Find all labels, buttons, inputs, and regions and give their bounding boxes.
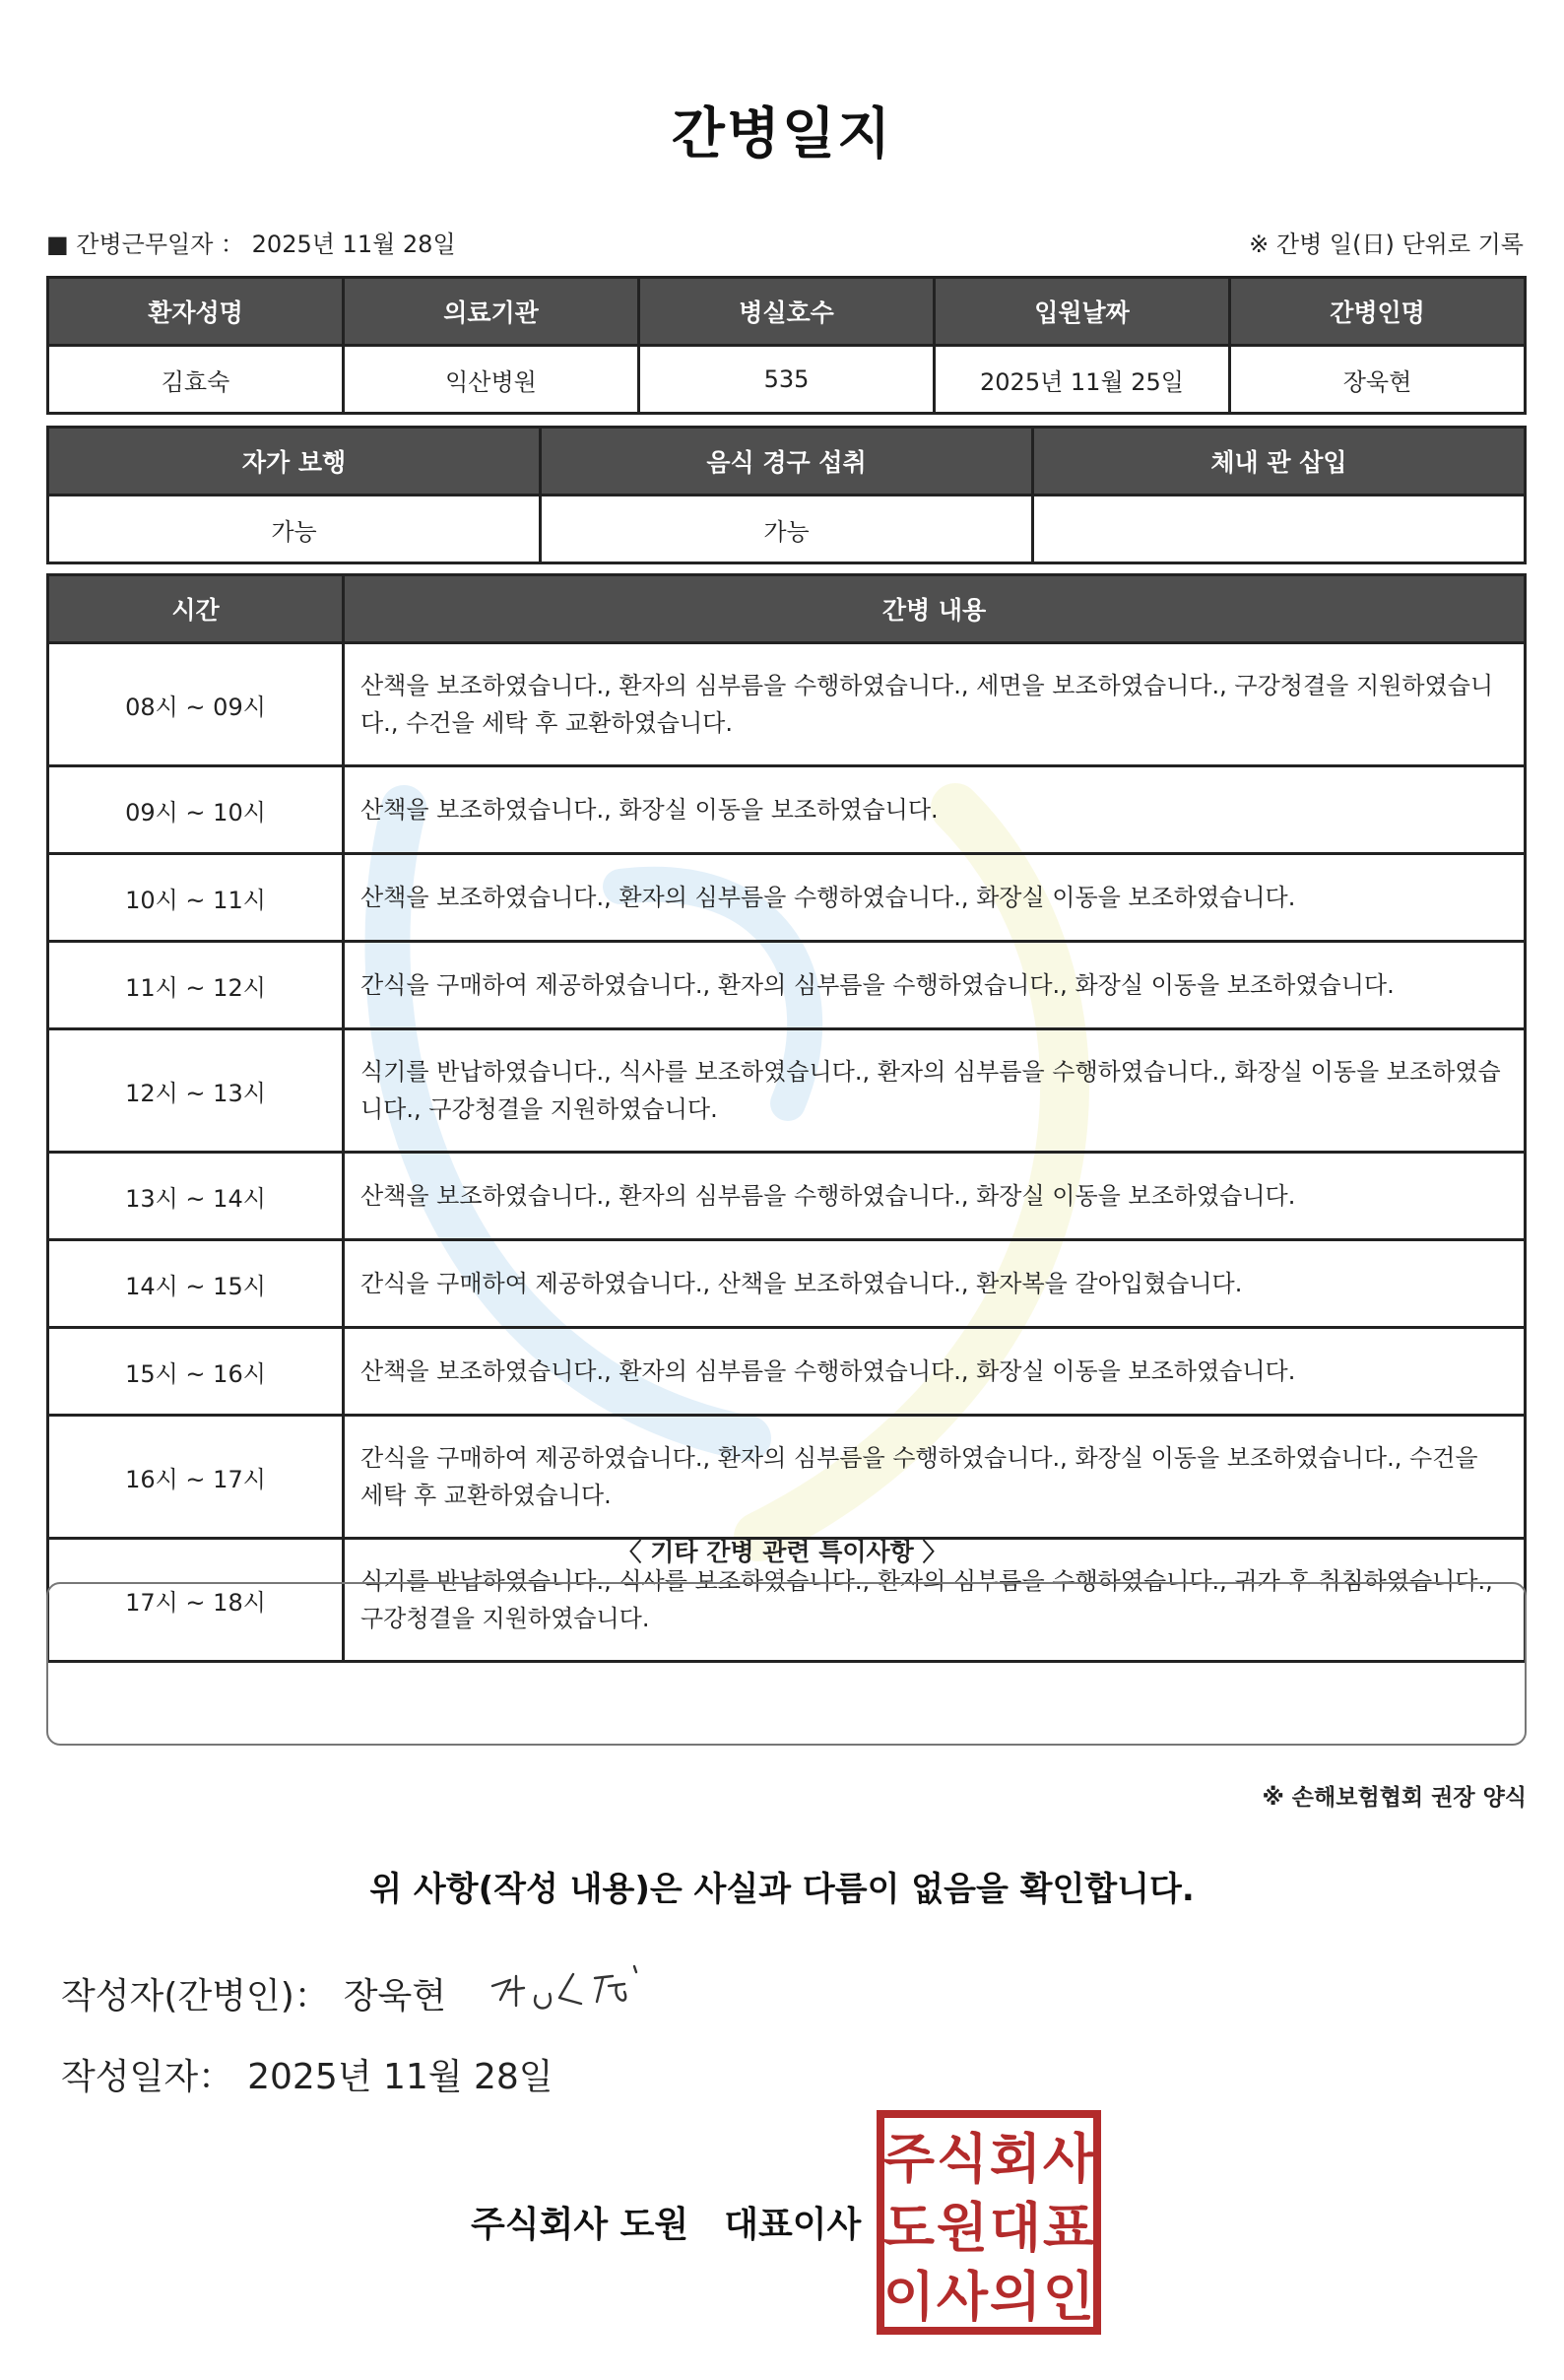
patient-status-table xyxy=(46,426,1527,564)
header-self-walking: 자가 보행 xyxy=(48,428,541,496)
company-name: 주식회사 도원 xyxy=(471,2205,689,2245)
patient-name: 김효숙 xyxy=(48,346,344,414)
representative-title: 대표이사 xyxy=(724,2205,862,2245)
table-row xyxy=(48,766,1526,854)
content-cell: 간식을 구매하여 제공하였습니다., 환자의 심부름을 수행하였습니다., 화장실 이동을 보조하였습니다. xyxy=(344,942,1526,1029)
page-title: 간병일지 xyxy=(671,102,893,166)
work-date: ■ 간병근무일자 ： 2025년 11월 28일 xyxy=(46,231,456,258)
handwritten-signature xyxy=(487,1956,654,2025)
content-cell: 산책을 보조하였습니다., 환자의 심부름을 수행하였습니다., 화장실 이동을 보조하였습니다. xyxy=(344,854,1526,942)
care-log-table xyxy=(46,573,1527,1663)
header-time: 시간 xyxy=(48,575,344,643)
time-cell: 10시 ~ 11시 xyxy=(48,854,344,942)
signer-name: 장욱현 xyxy=(343,1976,447,2016)
table-row xyxy=(48,854,1526,942)
admission-date: 2025년 11월 25일 xyxy=(935,346,1230,414)
svg-text:의: 의 xyxy=(989,2266,1042,2328)
company-line xyxy=(471,2197,861,2247)
header-tube-insertion: 체내 관 삽입 xyxy=(1033,428,1526,496)
signer-row xyxy=(61,1968,446,2018)
content-cell: 간식을 구매하여 제공하였습니다., 산책을 보조하였습니다., 환자복을 갈아입혔습니다. xyxy=(344,1240,1526,1328)
written-date-row xyxy=(61,2049,554,2099)
table-row xyxy=(48,1153,1526,1240)
time-cell: 12시 ~ 13시 xyxy=(48,1029,344,1153)
svg-text:인: 인 xyxy=(1042,2266,1095,2328)
signer-label: 작성자(간병인)： xyxy=(61,1976,330,2016)
time-cell: 11시 ~ 12시 xyxy=(48,942,344,1029)
table-header-row xyxy=(48,575,1526,643)
table-row xyxy=(48,942,1526,1029)
confirmation-statement: 위 사항(작성 내용)은 사실과 다름이 없음을 확인합니다. xyxy=(369,1870,1195,1909)
table-header-row xyxy=(48,428,1526,496)
svg-text:사: 사 xyxy=(936,2266,989,2328)
content-cell: 산책을 보조하였습니다., 화장실 이동을 보조하였습니다. xyxy=(344,766,1526,854)
company-seal xyxy=(877,2110,1101,2335)
content-cell: 간식을 구매하여 제공하였습니다., 환자의 심부름을 수행하였습니다., 화장실 이동을 보조하였습니다., 수건을 세탁 후 교환하였습니다. xyxy=(344,1416,1526,1539)
tube-insertion xyxy=(1033,496,1526,563)
room-number: 535 xyxy=(639,346,935,414)
form-source-note: ※ 손해보험협회 권장 양식 xyxy=(1262,1785,1527,1811)
content-cell: 산책을 보조하였습니다., 환자의 심부름을 수행하였습니다., 화장실 이동을 보조하였습니다. xyxy=(344,1153,1526,1240)
svg-text:이: 이 xyxy=(882,2266,936,2328)
self-walking: 가능 xyxy=(48,496,541,563)
table-row xyxy=(48,1029,1526,1153)
hospital: 익산병원 xyxy=(344,346,639,414)
written-date-label: 작성일자： xyxy=(61,2057,234,2097)
header-admission-date: 입원날짜 xyxy=(935,278,1230,346)
special-notes-title: 〈 기타 간병 관련 특이사항 〉 xyxy=(617,1538,947,1566)
table-header-row xyxy=(48,278,1526,346)
header-hospital: 의료기관 xyxy=(344,278,639,346)
svg-text:도: 도 xyxy=(882,2197,936,2259)
time-cell: 16시 ~ 17시 xyxy=(48,1416,344,1539)
content-cell: 식기를 반납하였습니다., 식사를 보조하였습니다., 환자의 심부름을 수행하였습니다., 귀가 후 취침하였습니다., 구강청결을 지원하였습니다. xyxy=(344,1539,1526,1662)
svg-text:회: 회 xyxy=(989,2128,1042,2190)
svg-text:식: 식 xyxy=(936,2128,989,2190)
svg-text:주: 주 xyxy=(882,2128,936,2190)
table-row xyxy=(48,1416,1526,1539)
time-cell: 15시 ~ 16시 xyxy=(48,1328,344,1416)
caregiver-name: 장욱현 xyxy=(1230,346,1526,414)
written-date-value: 2025년 11월 28일 xyxy=(247,2057,554,2097)
time-cell: 13시 ~ 14시 xyxy=(48,1153,344,1240)
svg-text:대: 대 xyxy=(989,2197,1042,2259)
table-row xyxy=(48,496,1526,563)
table-row xyxy=(48,1240,1526,1328)
unit-note: ※ 간병 일(日) 단위로 기록 xyxy=(1249,231,1524,258)
special-notes-box[interactable] xyxy=(46,1582,1527,1746)
table-row xyxy=(48,346,1526,414)
svg-text:사: 사 xyxy=(1042,2128,1095,2190)
table-row xyxy=(48,1328,1526,1416)
content-cell: 식기를 반납하였습니다., 식사를 보조하였습니다., 환자의 심부름을 수행하였습니다., 화장실 이동을 보조하였습니다., 구강청결을 지원하였습니다. xyxy=(344,1029,1526,1153)
header-care-content: 간병 내용 xyxy=(344,575,1526,643)
header-oral-intake: 음식 경구 섭취 xyxy=(541,428,1033,496)
time-cell: 09시 ~ 10시 xyxy=(48,766,344,854)
time-cell: 14시 ~ 15시 xyxy=(48,1240,344,1328)
svg-text:원: 원 xyxy=(936,2197,989,2259)
time-cell: 08시 ~ 09시 xyxy=(48,643,344,766)
patient-info-table xyxy=(46,276,1527,415)
svg-text:표: 표 xyxy=(1042,2197,1095,2259)
header-room-number: 병실호수 xyxy=(639,278,935,346)
header-patient-name: 환자성명 xyxy=(48,278,344,346)
content-cell: 산책을 보조하였습니다., 환자의 심부름을 수행하였습니다., 화장실 이동을 보조하였습니다. xyxy=(344,1328,1526,1416)
table-row xyxy=(48,643,1526,766)
header-caregiver-name: 간병인명 xyxy=(1230,278,1526,346)
content-cell: 산책을 보조하였습니다., 환자의 심부름을 수행하였습니다., 세면을 보조하였습니다., 구강청결을 지원하였습니다., 수건을 세탁 후 교환하였습니다. xyxy=(344,643,1526,766)
meta-row xyxy=(46,225,1524,256)
time-cell: 17시 ~ 18시 xyxy=(48,1539,344,1662)
oral-intake: 가능 xyxy=(541,496,1033,563)
